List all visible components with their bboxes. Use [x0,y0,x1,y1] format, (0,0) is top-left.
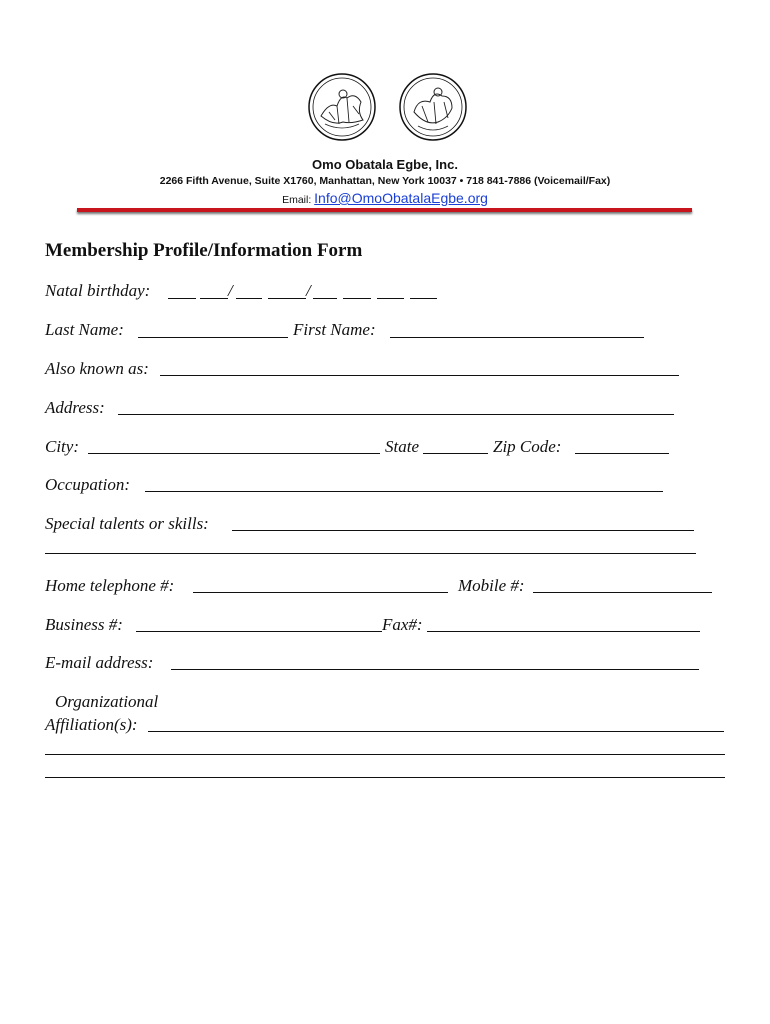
org-affiliation-field[interactable] [148,731,724,732]
fax-field[interactable] [427,631,700,632]
birthday-field-2[interactable] [200,298,228,299]
org-affiliation-label-1: Organizational [55,692,159,711]
city-field[interactable] [88,453,380,454]
birthday-slash-2: / [306,281,311,300]
header-divider [77,208,692,212]
mobile-field[interactable] [533,592,712,593]
talents-field[interactable] [232,530,694,531]
birthday-field-4[interactable] [268,298,306,299]
business-label: Business #: [45,615,123,634]
zip-label: Zip Code: [493,437,562,456]
first-name-label: First Name: [293,320,376,339]
org-affiliation-field-2[interactable] [45,754,725,755]
talents-field-2[interactable] [45,553,696,554]
email-row [0,190,770,206]
occupation-label: Occupation: [45,475,130,494]
aka-label: Also known as: [45,359,149,378]
birthday-field-7[interactable] [377,298,404,299]
org-address: 2266 Fifth Avenue, Suite X1760, Manhattan, New York 10037 • 718 841-7886 (Voicemail/Fax) [159,175,611,187]
email-address-label: E-mail address: [45,653,154,672]
home-phone-field[interactable] [193,592,448,593]
zip-field[interactable] [575,453,669,454]
first-name-field[interactable] [390,337,644,338]
email-label: Email: [282,194,312,206]
business-field[interactable] [136,631,382,632]
fax-label: Fax#: [382,615,423,634]
birthday-slash-1: / [228,281,233,300]
last-name-field[interactable] [138,337,288,338]
org-affiliation-field-3[interactable] [45,777,725,778]
natal-birthday-label: Natal birthday: [45,281,151,300]
birthday-field-8[interactable] [410,298,437,299]
birthday-field-3[interactable] [236,298,262,299]
address-field[interactable] [118,414,674,415]
talents-label: Special talents or skills: [45,514,209,533]
occupation-field[interactable] [145,491,663,492]
home-phone-label: Home telephone #: [45,576,175,595]
seal-right-icon [398,72,468,142]
birthday-field-6[interactable] [343,298,371,299]
birthday-field-1[interactable] [168,298,196,299]
email-address-field[interactable] [171,669,699,670]
city-label: City: [45,437,79,456]
state-field[interactable] [423,453,488,454]
mobile-label: Mobile #: [458,576,525,595]
birthday-field-5[interactable] [313,298,337,299]
address-label: Address: [45,398,105,417]
org-name: Omo Obatala Egbe, Inc. [312,157,458,172]
seal-left-icon [307,72,377,142]
state-label: State [385,437,419,456]
org-affiliation-label-2: Affiliation(s): [45,715,138,734]
form-title: Membership Profile/Information Form [45,240,363,261]
email-link[interactable]: Info@OmoObatalaEgbe.org [314,190,488,206]
aka-field[interactable] [160,375,679,376]
last-name-label: Last Name: [45,320,124,339]
